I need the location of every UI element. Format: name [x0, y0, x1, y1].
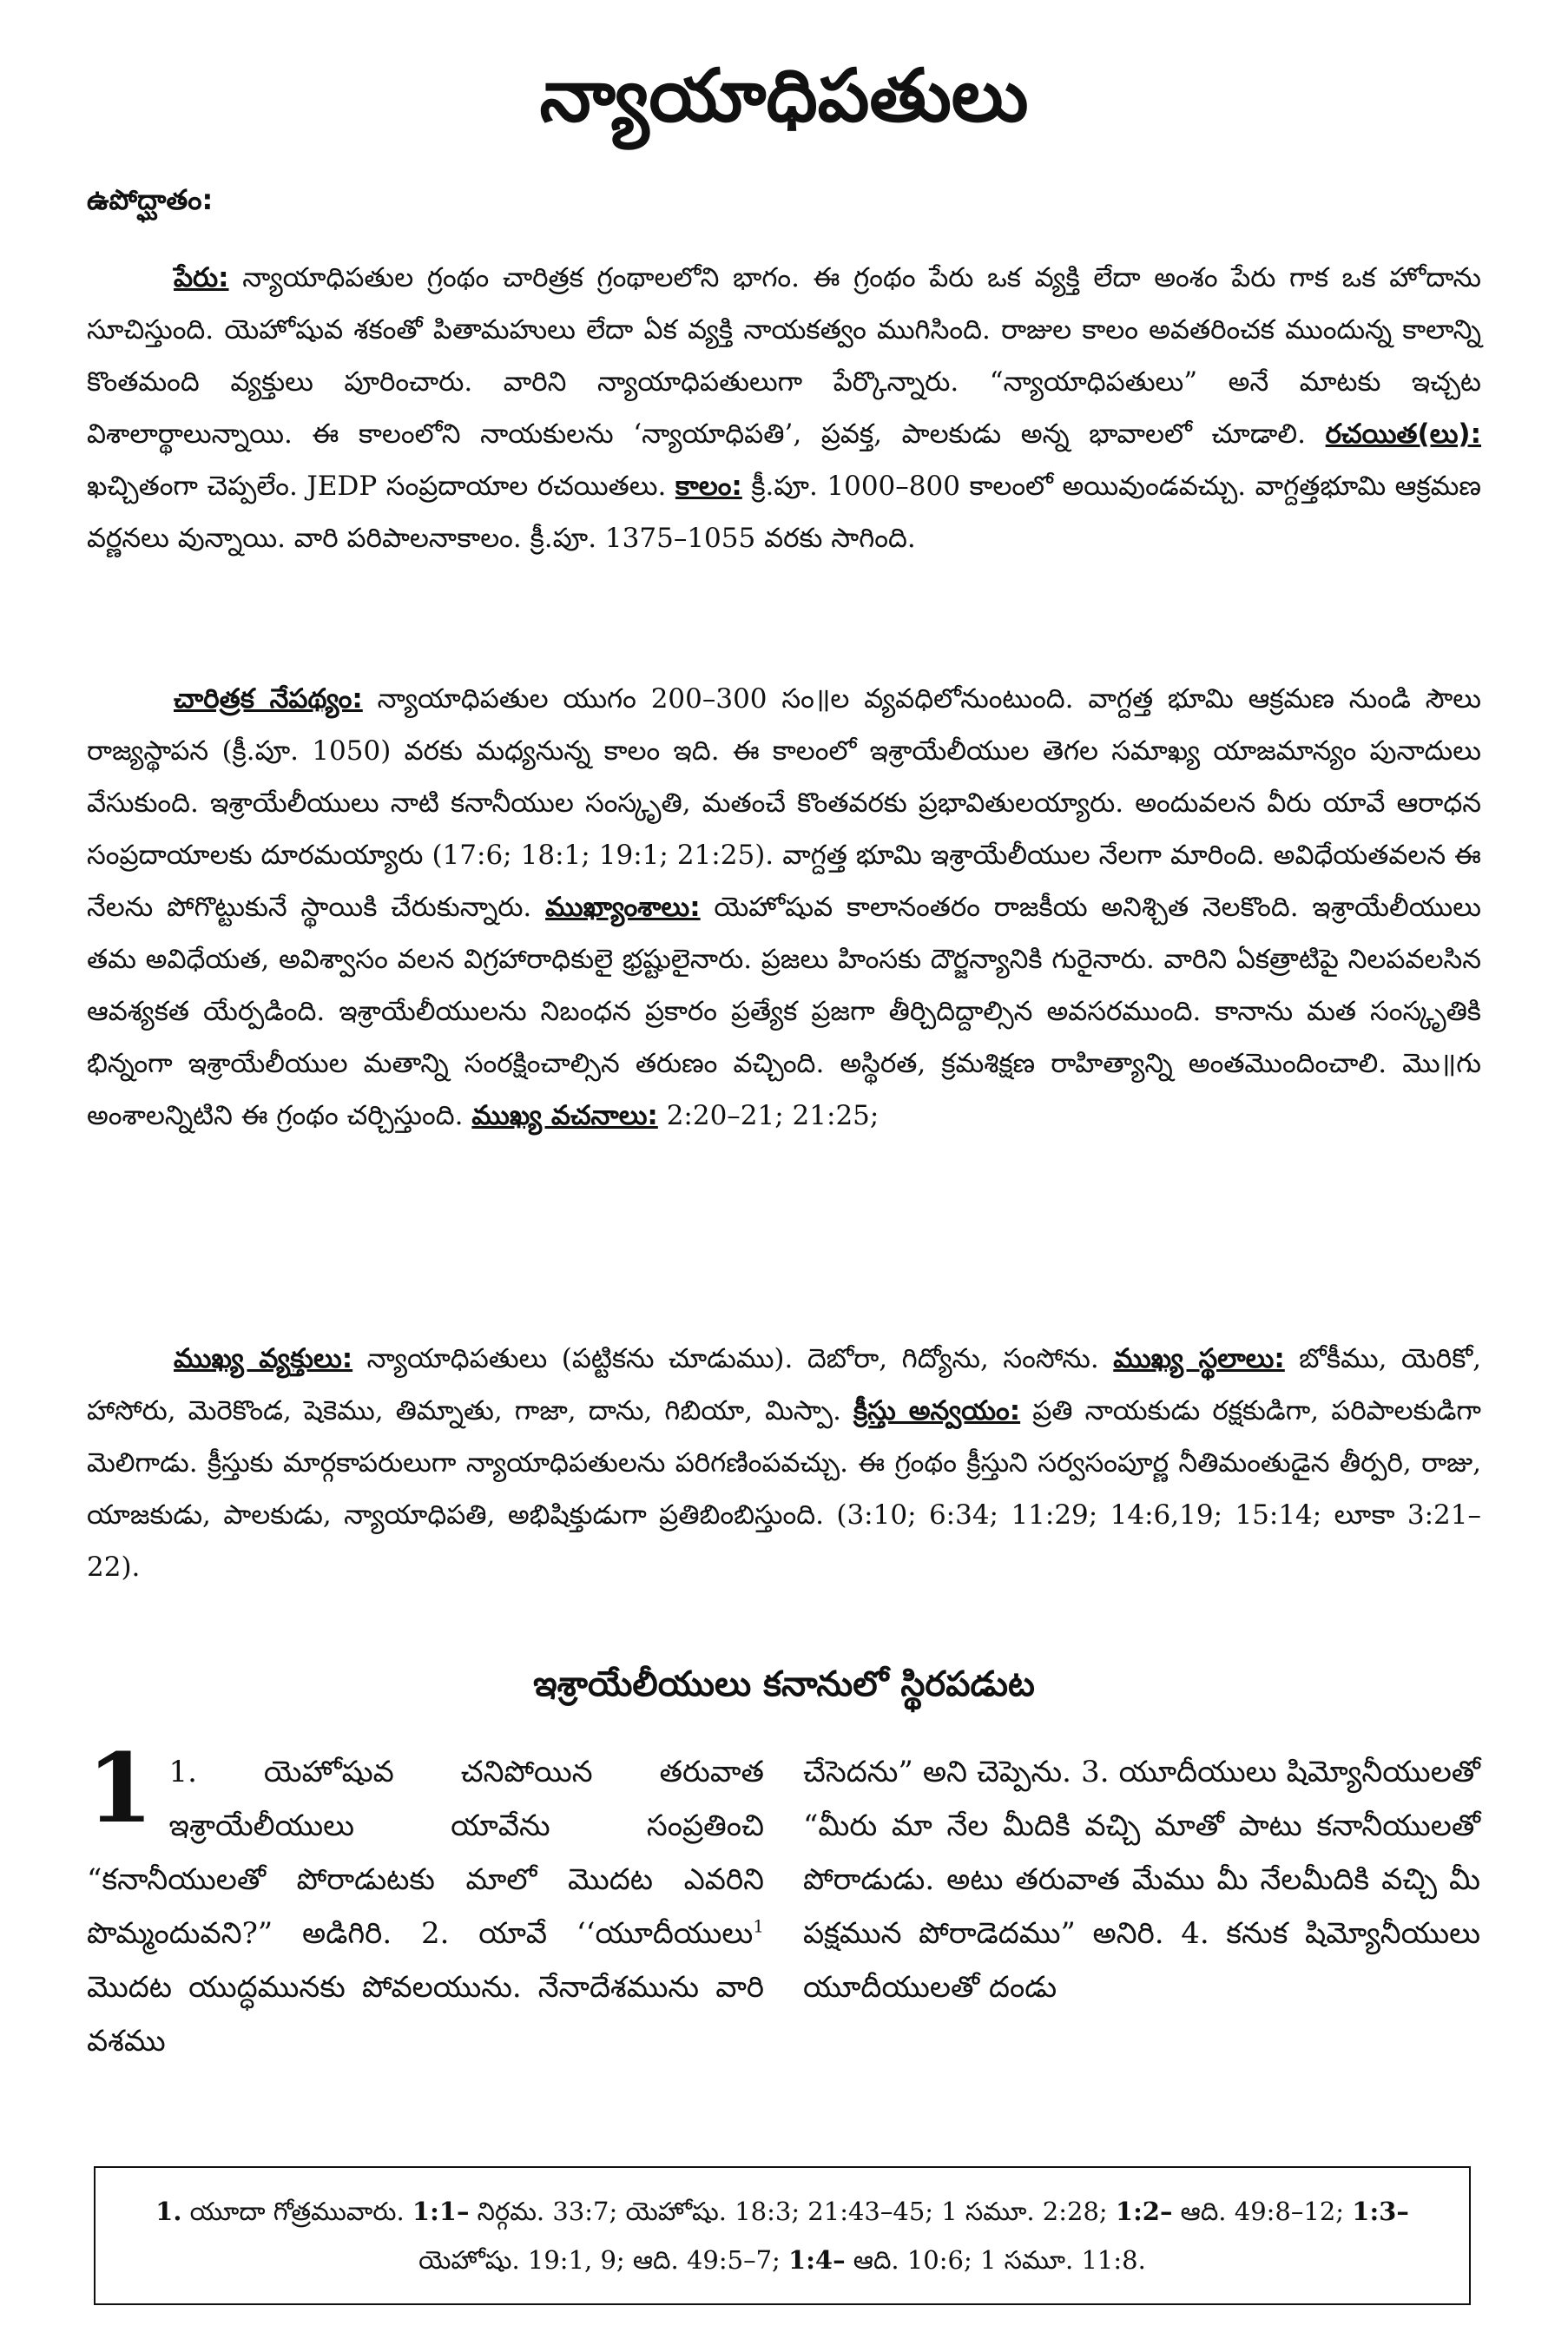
footnote-marker: 1 [753, 1915, 764, 1937]
label-christ-application: క్రీస్తు అన్వయం: [853, 1395, 1021, 1426]
text-column-left [87, 1732, 764, 2068]
intro-paragraph-name [87, 252, 1481, 564]
label-key-places: ముఖ్య స్థలాలు: [1113, 1343, 1285, 1374]
footnote-text-2: నిర్గమ. 33:7; యెహోషు. 18:3; 21:43–45; 1 సమూ. 2:28; [469, 2197, 1116, 2226]
footnote-text-1: యూదా గోత్రమువారు. [181, 2197, 412, 2226]
key-places-text: బోకీము, యెరికో, హాసోరు, మెరెకొండ, షెకెము, తిమ్నాతు, గాజా, దాను, గిబియా, మిస్పా. [87, 1343, 1481, 1426]
verse-text-right: చేసెదను” అని చెప్పెను. 3. యూదీయులు షిమ్యోనీయులతో “మీరు మా నేల మీదికి వచ్చి మాతో పాటు కనానీయులతో పోరాడుడు. అటు తరువాత మేము మీ నేలమీదికి వచ్చి మీ పక్షమున పోరాడెదము” అనిరి. 4. కనుక షిమ్యోనీయులు యూదీయులతో దండు [803, 1755, 1480, 2005]
christ-application-text: ప్రతి నాయకుడు రక్షకుడిగా, పరిపాలకుడిగా మెలిగాడు. క్రీస్తుకు మార్గకాపరులుగా న్యాయాధిపతులను పరిగణింపవచ్చు. ఈ గ్రంథం క్రీస్తుని సర్వసంపూర్ణ నీతిమంతుడైన తీర్పరి, రాజు, యాజకుడు, పాలకుడు, న్యాయాధిపతి, అభిషిక్తుడుగా ప్రతిబింబిస్తుంది. (3:10; 6:34; 11:29; 14:6,19; 15:14; లూకా 3:21–22). [87, 1395, 1481, 1583]
background-text: న్యాయాధిపతుల యుగం 200–300 సం॥ల వ్యవధిలోనుంటుంది. వాగ్దత్త భూమి ఆక్రమణ నుండి సౌలు రాజ్యస్థాపన (క్రీ.పూ. 1050) వరకు మధ్యనున్న కాలం ఇది. ఈ కాలంలో ఇశ్రాయేలీయుల తెగల సమాఖ్య యాజమాన్యం పునాదులు వేసుకుంది. ఇశ్రాయేలీయులు నాటి కనానీయుల సంస్కృతి, మతంచే కొంతవరకు ప్రభావితులయ్యారు. అందువలన వీరు యావే ఆరాధన సంప్రదాయాలకు దూరమయ్యారు (17:6; 18:1; 19:1; 21:25). వాగ్దత్త భూమి ఇశ్రాయేలీయుల నేలగా మారింది. అవిధేయతవలన ఈ నేలను పోగొట్టుకునే స్థాయికి చేరుకున్నారు. [87, 683, 1482, 923]
verse-text-left-1: 1. యెహోషువ చనిపోయిన తరువాత ఇశ్రాయేలీయులు యావేను సంప్రతించి “కనానీయులతో పోరాడుటకు మాలో మొదట ఎవరిని పొమ్మందువని?” అడిగిరి. 2. యావే ‘‘యూదీయులు [87, 1755, 764, 1951]
section-heading: ఇశ్రాయేలీయులు కనానులో స్థిరపడుట [533, 1664, 1035, 1704]
footnote-text-4: యెహోషు. 19:1, 9; ఆది. 49:5–7; [418, 2245, 789, 2275]
label-name: పేరు: [174, 262, 229, 293]
label-time: కాలం: [675, 471, 742, 502]
label-background: చారిత్రక నేపథ్యం: [174, 683, 363, 715]
footnote-number: 1. [155, 2197, 182, 2226]
time-text: క్రీ.పూ. 1000–800 కాలంలో అయివుండవచ్చు. వాగ్దత్తభూమి ఆక్రమణ వర్ణనలు వున్నాయి. వారి పరిపాలనాకాలం. క్రీ.పూ. 1375–1055 వరకు సాగింది. [87, 471, 1482, 554]
text-column-right [803, 1745, 1480, 2014]
label-themes: ముఖ్యాంశాలు: [545, 892, 701, 923]
footnote-text-3: ఆది. 49:8–12; [1172, 2197, 1353, 2226]
book-title: న్యాయాధిపతులు [539, 53, 1029, 138]
footnote-text-5: ఆది. 10:6; 1 సమూ. 11:8. [845, 2245, 1146, 2275]
key-verses-text: 2:20–21; 21:25; [657, 1100, 880, 1131]
key-persons-text: న్యాయాధిపతులు (పట్టికను చూడుము). దెబోరా, గిద్యోను, సంసోను. [352, 1343, 1114, 1374]
label-author: రచయిత(లు): [1325, 418, 1481, 450]
chapter-number: 1 [87, 1732, 154, 1844]
footnote-box [94, 2166, 1471, 2305]
label-key-persons: ముఖ్య వ్యక్తులు: [174, 1343, 353, 1374]
footnote-ref-2: 1:2– [1115, 2197, 1173, 2226]
author-text: ఖచ్చితంగా చెప్పలేం. JEDP సంప్రదాయాల రచయితలు. [87, 471, 675, 502]
themes-text: యెహోషువ కాలానంతరం రాజకీయ అనిశ్చిత నెలకొంది. ఇశ్రాయేలీయులు తమ అవిధేయత, అవిశ్వాసం వలన విగ్రహారాధికులై భ్రష్టులైనారు. ప్రజలు హింసకు దౌర్జన్యానికి గురైనారు. వారిని ఏకత్రాటిపై నిలపవలసిన ఆవశ్యకత యేర్పడింది. ఇశ్రాయేలీయులను నిబంధన ప్రకారం ప్రత్యేక ప్రజగా తీర్చిదిద్దాల్సిన అవసరముంది. కానాను మత సంస్కృతికి భిన్నంగా ఇశ్రాయేలీయుల మతాన్ని సంరక్షించాల్సిన తరుణం వచ్చింది. అస్థిరత, క్రమశిక్షణ రాహిత్యాన్ని అంతమొందించాలి. మొ॥గు అంశాలన్నిటిని ఈ గ్రంథం చర్చిస్తుంది. [87, 892, 1481, 1131]
footnote-ref-4: 1:4– [788, 2245, 846, 2275]
intro-paragraph-persons [87, 1333, 1481, 1593]
footnote-ref-3: 1:3– [1352, 2197, 1409, 2226]
label-key-verses: ముఖ్య వచనాలు: [471, 1100, 658, 1131]
intro-paragraph-background [87, 673, 1481, 1142]
verse-text-left-2: మొదట యుద్ధమునకు పోవలయును. నేనాదేశమును వారి వశము [87, 1970, 764, 2059]
footnote-ref-1: 1:1– [412, 2197, 470, 2226]
introduction-heading: ఉపోద్ఘాతం: [87, 183, 214, 216]
name-text: న్యాయాధిపతుల గ్రంథం చారిత్రక గ్రంథాలలోని భాగం. ఈ గ్రంథం పేరు ఒక వ్యక్తి లేదా అంశం పేరు గాక ఒక హోదాను సూచిస్తుంది. యెహోషువ శకంతో పితామహులు లేదా ఏక వ్యక్తి నాయకత్వం ముగిసింది. రాజుల కాలం అవతరించక ముందున్న కాలాన్ని కొంతమంది వ్యక్తులు పూరించారు. వారిని న్యాయాధిపతులుగా పేర్కొన్నారు. “న్యాయాధిపతులు” అనే మాటకు ఇచ్చట విశాలార్థాలున్నాయి. ఈ కాలంలోని నాయకులను ‘న్యాయాధిపతి’, ప్రవక్త, పాలకుడు అన్న భావాలలో చూడాలి. [87, 262, 1481, 450]
